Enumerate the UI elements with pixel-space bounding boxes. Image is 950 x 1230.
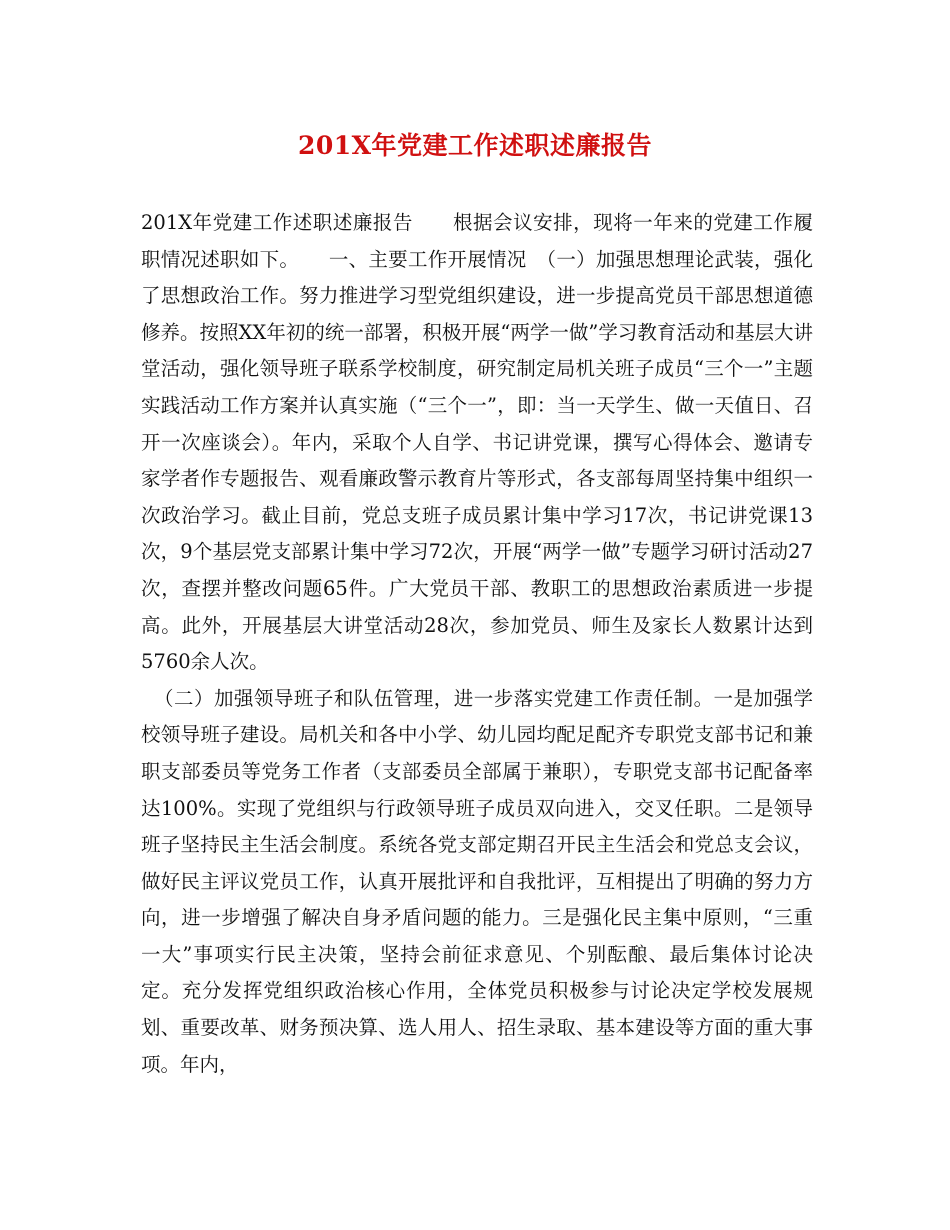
document-body (141, 205, 813, 1083)
document-title: 201X年党建工作述职述廉报告 (297, 131, 653, 160)
body-paragraph-2: （二）加强领导班子和队伍管理，进一步落实党建工作责任制。一是加强学校领导班子建设。局机关和各中小学、幼儿园均配足配齐专职党支部书记和兼职支部委员等党务工作者（支部委员全部属于兼职），专职党支部书记配备率达100%。实现了党组织与行政领导班子成员双向进入，交叉任职。二是领导班子坚持民主生活会制度。系统各党支部定期召开民主生活会和党总支会议，做好民主评议党员工作，认真开展批评和自我批评，互相提出了明确的努力方向，进一步增强了解决自身矛盾问题的能力。三是强化民主集中原则，“三重一大”事项实行民主决策，坚持会前征求意见、个别酝酿、最后集体讨论决定。充分发挥党组织政治核心作用，全体党员积极参与讨论决定学校发展规划、重要改革、财务预决算、选人用人、招生录取、基本建设等方面的重大事项。年内， (141, 686, 813, 1076)
body-paragraph-1: 201X年党建工作述职述廉报告 根据会议安排，现将一年来的党建工作履职情况述职如下。 一、主要工作开展情况 （一）加强思想理论武装，强化了思想政治工作。努力推进学习型党组织建设，进一步提高党员干部思想道德修养。按照XX年初的统一部署，积极开展“两学一做”学习教育活动和基层大讲堂活动，强化领导班子联系学校制度，研究制定局机关班子成员“三个一”主题实践活动工作方案并认真实施（“三个一”，即：当一天学生、做一天值日、召开一次座谈会）。年内，采取个人自学、书记讲党课，撰写心得体会、邀请专家学者作专题报告、观看廉政警示教育片等形式，各支部每周坚持集中组织一次政治学习。截止目前，党总支班子成员累计集中学习17次，书记讲党课13次，9个基层党支部累计集中学习72次，开展“两学一做”专题学习研讨活动27次，查摆并整改问题65件。广大党员干部、教职工的思想政治素质进一步提高。此外，开展基层大讲堂活动28次，参加党员、师生及家长人数累计达到5760余人次。 (141, 211, 813, 674)
